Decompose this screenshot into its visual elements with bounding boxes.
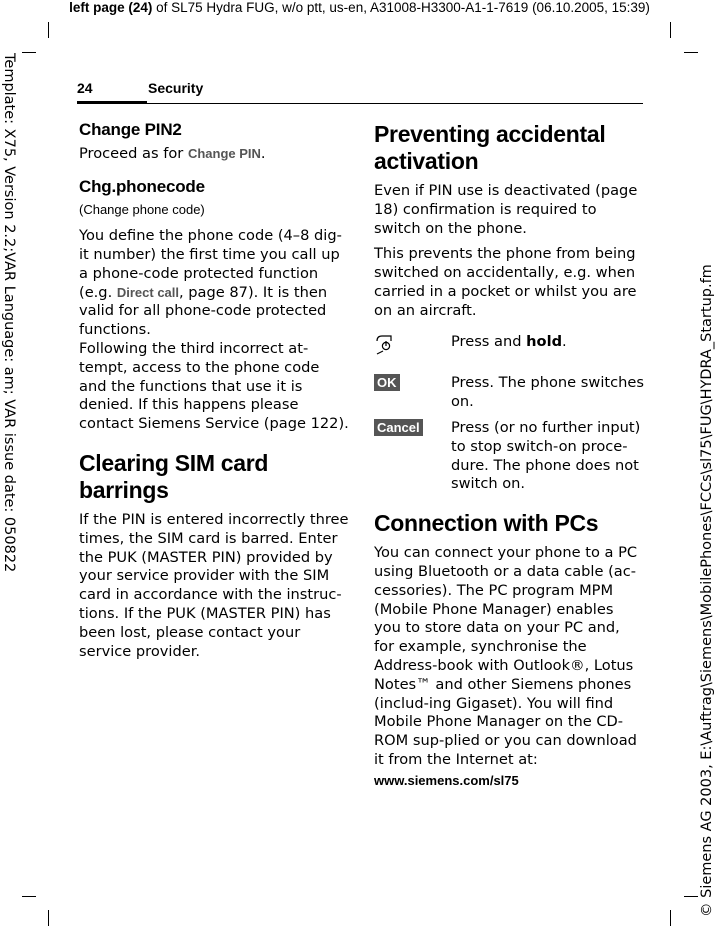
page-section-title: Security	[148, 80, 204, 96]
clearing-sim-heading: Clearing SIM card barrings	[79, 449, 269, 503]
connection-pcs-text: You can connect your phone to a PC using Bluetooth or a data cable (ac-cessories). The PC program MPM (Mobile Phone Manager) enables you to store data on your PC and, for example, synchronise the Address-book with Outlook®, Lotus Notes™ and other Siemens phones (includ-ing Gigaset). You will find Mobile Phone Manager on the CD-ROM sup-plied or you can download it from the Internet at:	[374, 544, 638, 768]
step-1-bold: hold	[526, 332, 563, 350]
change-pin2-text-b: .	[260, 144, 266, 162]
preventing-paragraph-1: Even if PIN use is deactivated (page 18) confirmation is required to switch on the phone.	[374, 182, 638, 237]
step-row	[374, 374, 644, 412]
template-info-text: Template: X75, Version 2.2;VAR Language: am; VAR issue date: 050822	[1, 53, 17, 573]
right-column	[374, 121, 644, 791]
header-rule-thick	[77, 101, 147, 104]
page-number: 24	[77, 80, 93, 96]
crop-mark	[22, 52, 36, 53]
change-pin2-heading: Change PIN2	[79, 120, 182, 139]
ok-softkey[interactable]: OK	[374, 374, 400, 391]
step-text-hold	[451, 333, 644, 361]
crop-mark	[670, 910, 671, 926]
chg-phonecode-heading: Chg.phonecode	[79, 176, 205, 196]
step-1-text-a: Press and	[451, 332, 527, 350]
siemens-url-link[interactable]: www.siemens.com/sl75	[374, 772, 519, 788]
header-rule-thin	[147, 103, 643, 104]
change-pin-link[interactable]: Change PIN	[187, 145, 261, 161]
direct-call-link[interactable]: Direct call	[116, 284, 180, 300]
page-meta-text: of SL75 Hydra FUG, w/o ptt, us-en, A31008-H3300-A1-1-7619 (06.10.2005, 15:39)	[152, 0, 650, 15]
connection-pcs-heading: Connection with PCs	[374, 510, 599, 537]
crop-mark	[48, 22, 49, 38]
step-text-ok: Press. The phone switches on.	[451, 374, 644, 411]
crop-mark	[48, 910, 49, 926]
chg-phonecode-subtitle: (Change phone code)	[79, 202, 205, 218]
change-pin2-text	[79, 145, 349, 164]
left-column	[79, 121, 349, 668]
page-meta-line	[0, 0, 719, 15]
cancel-softkey[interactable]: Cancel	[374, 419, 423, 436]
copyright-text: © Siemens AG 2003, E:\Auftrag\Siemens\MobilePhones\FCCs\sl75\FUG\HYDRA_Startup.fm	[699, 264, 715, 917]
step-row	[374, 333, 644, 361]
copyright-vertical	[695, 0, 719, 927]
chg-phonecode-paragraph-1	[79, 227, 349, 340]
step-text-cancel: Press (or no further input) to stop switch-on proce-dure. The phone does not switch on.	[451, 418, 641, 493]
template-info-vertical	[0, 0, 20, 927]
crop-mark	[22, 896, 36, 897]
chg-phonecode-p1-b: , page 87). It is then valid for all phone-code protected functions.	[79, 283, 328, 339]
preventing-activation-heading: Preventing accidental activation	[374, 121, 606, 174]
clearing-sim-text: If the PIN is entered incorrectly three times, the SIM card is barred. Enter the PUK (MASTER PIN) provided by your service provider with the SIM card in accordance with the instruc-tions. If the PUK (MASTER PIN) has been lost, please contact your service provider.	[79, 510, 349, 660]
step-row	[374, 419, 644, 494]
cancel-key-cell	[374, 419, 451, 494]
step-1-text-b: .	[562, 332, 567, 350]
preventing-paragraph-2: This prevents the phone from being switched on accidentally, e.g. when carried in a pocket or whilst you are on an aircraft.	[374, 245, 637, 319]
ok-key-cell	[374, 374, 451, 412]
chg-phonecode-paragraph-2: Following the third incorrect at-tempt, access to the phone code and the functions that use it is denied. If this happens please contact Siemens Service (page 122).	[79, 339, 349, 433]
end-key-icon	[374, 333, 396, 355]
page-meta-bold: left page (24)	[69, 0, 153, 15]
chg-phonecode-p1-a: You define the phone code (4–8 dig-it number) the first time you call up a phone-code protected function (e.g.	[79, 227, 342, 301]
end-key-cell	[374, 333, 451, 361]
crop-mark	[670, 22, 671, 38]
change-pin2-text-a: Proceed as for	[79, 144, 188, 162]
